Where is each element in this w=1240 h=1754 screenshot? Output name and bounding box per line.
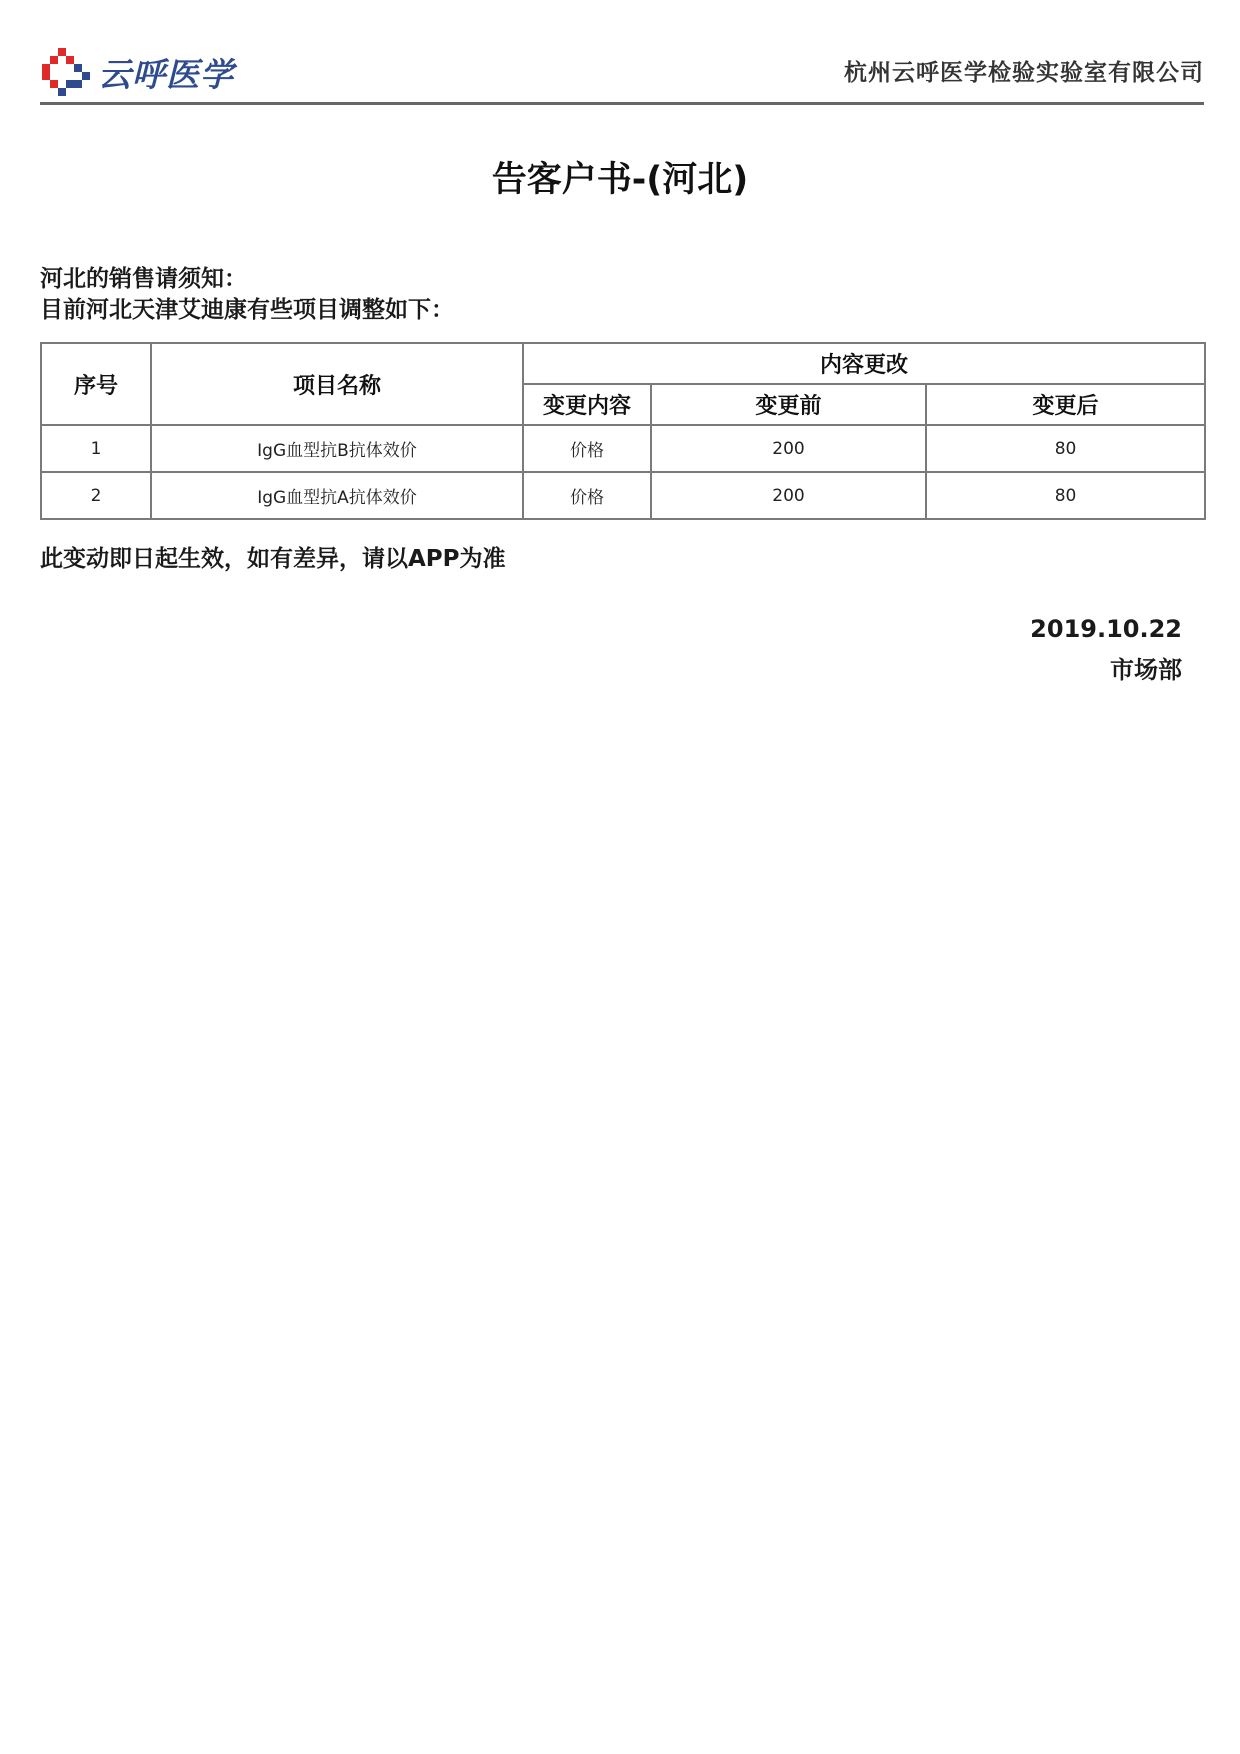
cell-before: 200 bbox=[651, 425, 926, 472]
cell-seq: 2 bbox=[41, 472, 151, 519]
header-seq: 序号 bbox=[41, 343, 151, 425]
cell-change-content: 价格 bbox=[523, 472, 651, 519]
table-row bbox=[41, 425, 1205, 472]
header-after: 变更后 bbox=[926, 384, 1205, 425]
header-content-change: 内容更改 bbox=[523, 343, 1205, 384]
page-header bbox=[40, 40, 1204, 104]
intro-text bbox=[40, 264, 454, 326]
cell-before: 200 bbox=[651, 472, 926, 519]
header-item-name: 项目名称 bbox=[151, 343, 523, 425]
document-date: 2019.10.22 bbox=[1030, 615, 1182, 643]
effective-notice: 此变动即日起生效，如有差异，请以APP为准 bbox=[40, 546, 506, 572]
company-name: 杭州云呼医学检验实验室有限公司 bbox=[844, 60, 1204, 86]
intro-line-2: 目前河北天津艾迪康有些项目调整如下： bbox=[40, 297, 454, 323]
cell-item-name: IgG血型抗B抗体效价 bbox=[151, 425, 523, 472]
document-title: 告客户书-(河北) bbox=[491, 160, 749, 200]
header-change-content: 变更内容 bbox=[523, 384, 651, 425]
department-signature: 市场部 bbox=[1110, 656, 1182, 684]
header-before: 变更前 bbox=[651, 384, 926, 425]
cell-item-name: IgG血型抗A抗体效价 bbox=[151, 472, 523, 519]
logo-text: 云呼医学 bbox=[98, 54, 234, 94]
cell-seq: 1 bbox=[41, 425, 151, 472]
company-logo bbox=[40, 46, 234, 98]
header-divider bbox=[40, 102, 1204, 105]
cell-change-content: 价格 bbox=[523, 425, 651, 472]
cell-after: 80 bbox=[926, 425, 1205, 472]
logo-cross-icon bbox=[40, 46, 92, 98]
cell-after: 80 bbox=[926, 472, 1205, 519]
changes-table bbox=[40, 342, 1206, 520]
table-row bbox=[41, 472, 1205, 519]
intro-line-1: 河北的销售请须知： bbox=[40, 266, 247, 292]
